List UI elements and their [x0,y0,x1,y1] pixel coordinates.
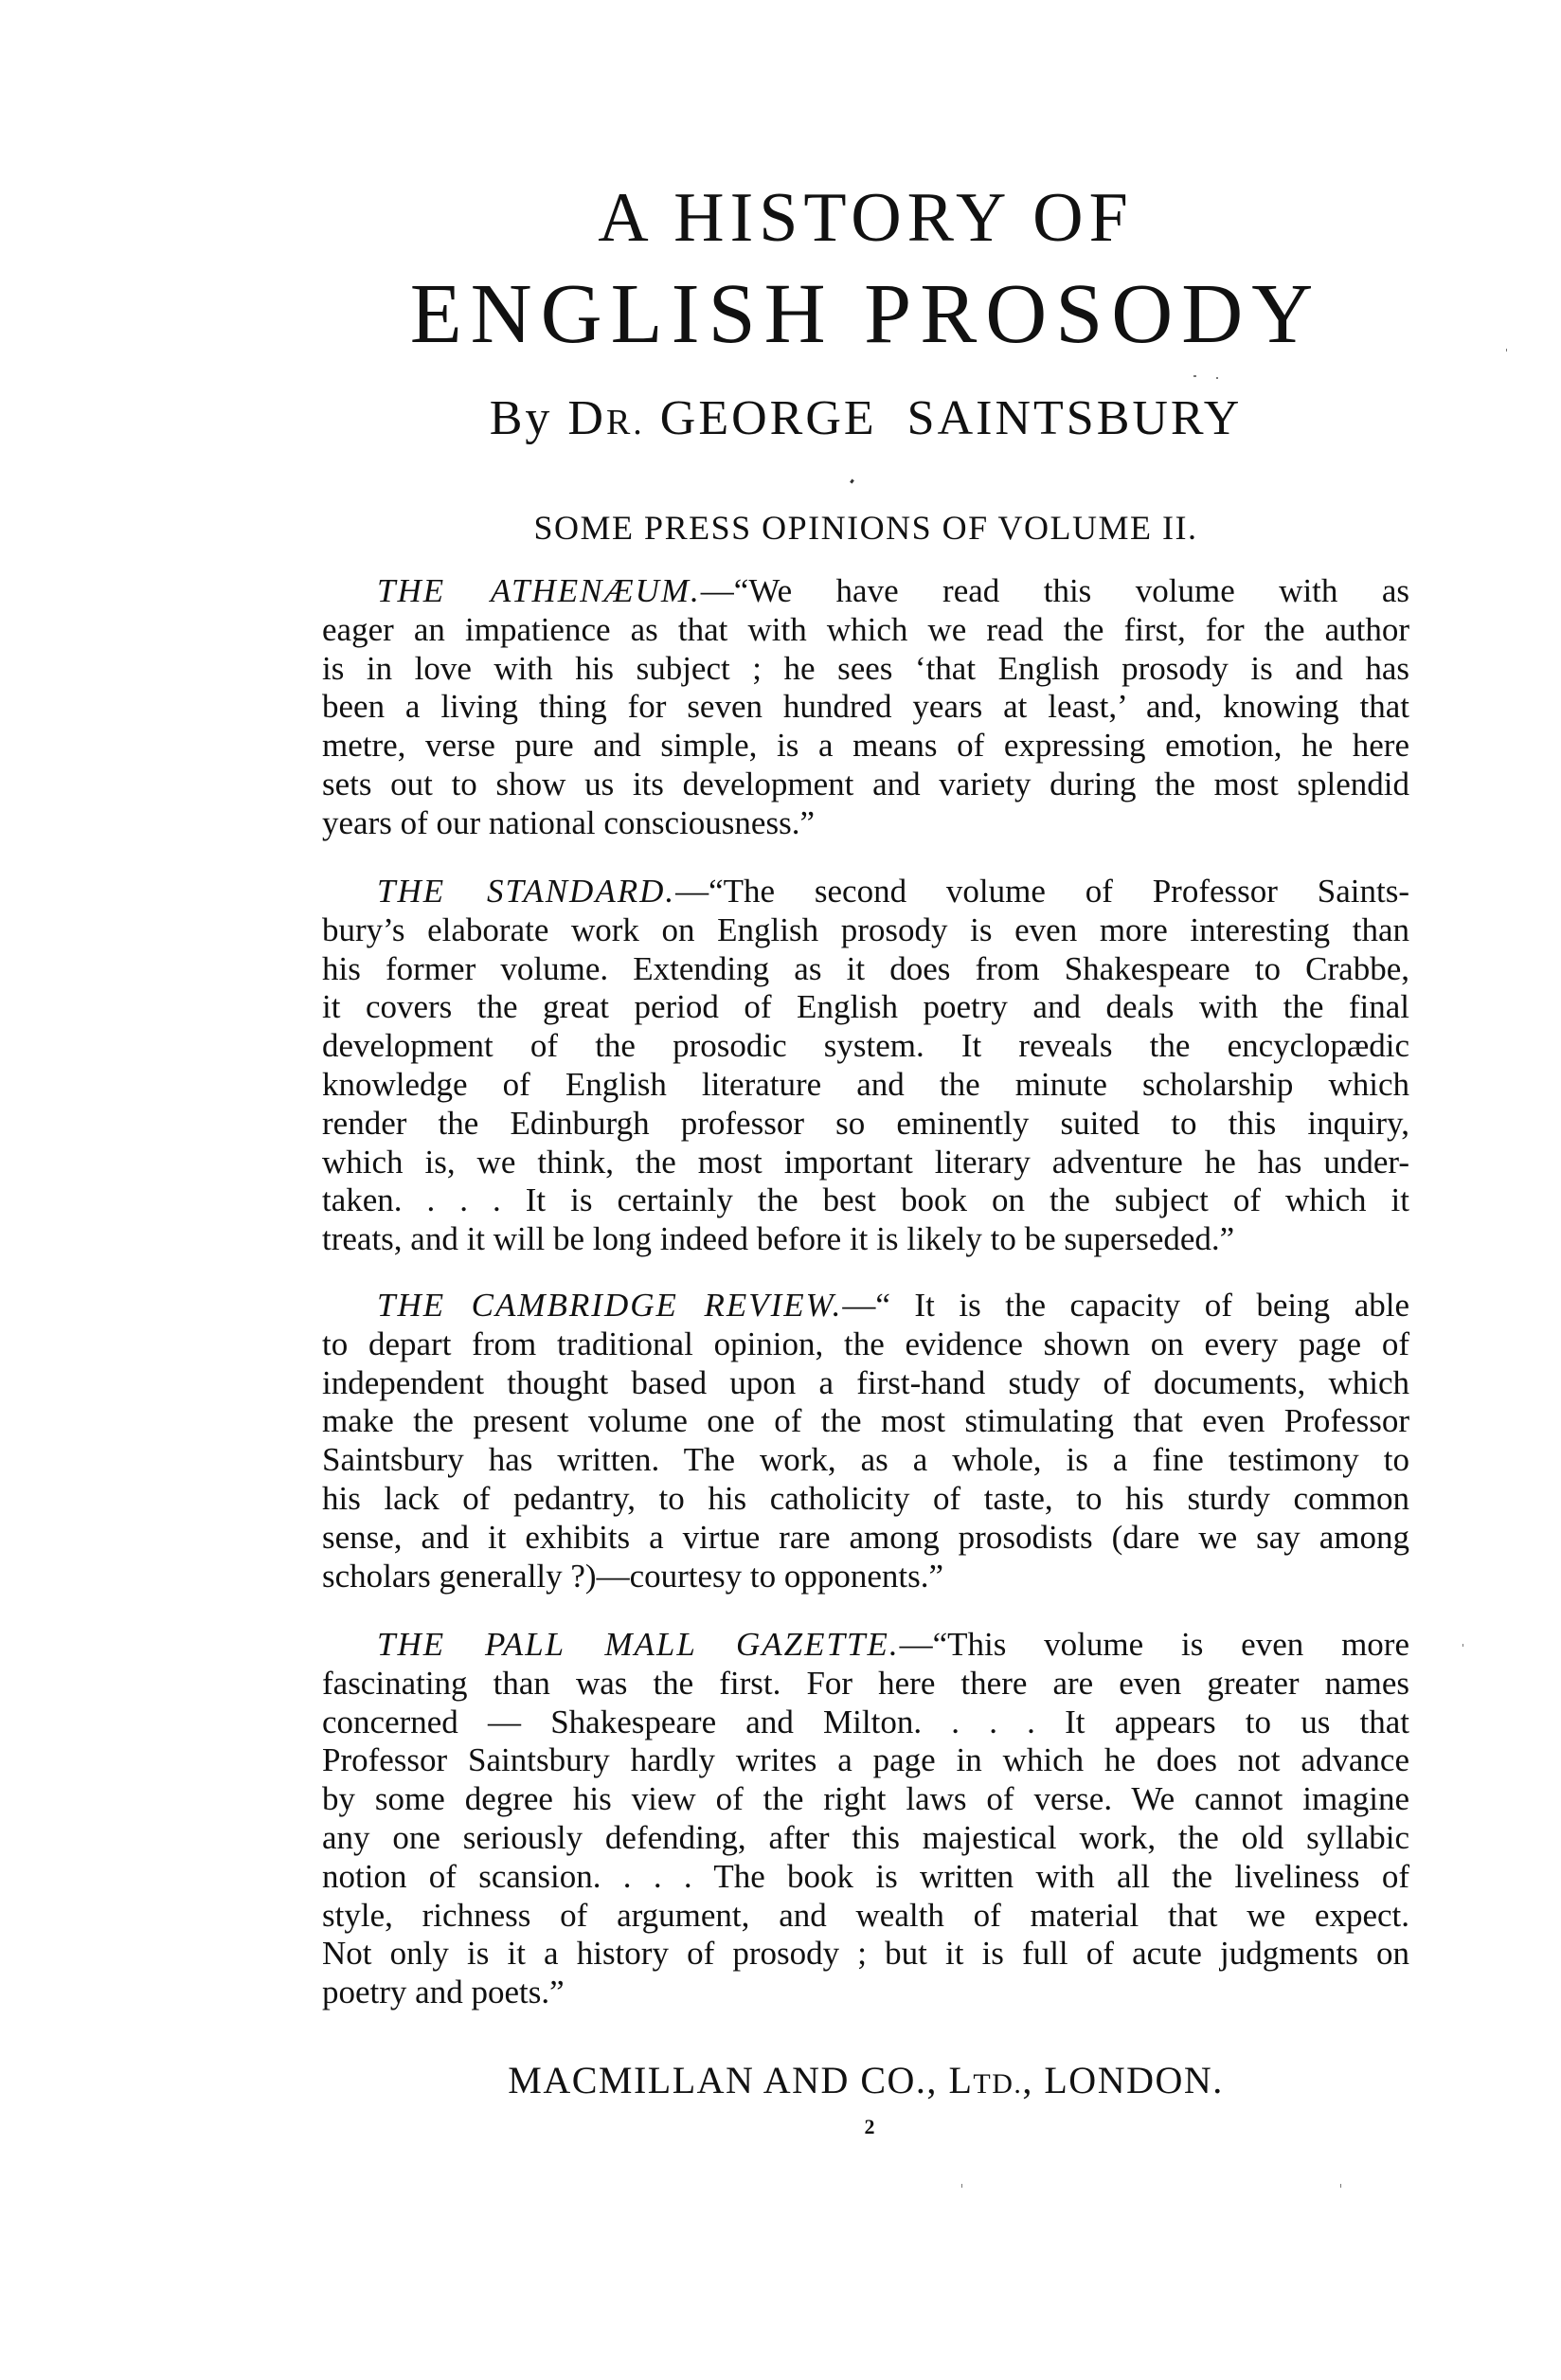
opinion-paragraph [322,572,1409,843]
byline-author-name: GEORGE SAINTSBURY [644,391,1243,445]
paragraph-line: sense, and it exhibits a virtue rare among prosodists (dare we say among [322,1518,1409,1556]
opinion-source: THE CAMBRIDGE REVIEW. [377,1287,843,1324]
opinion-source: THE PALL MALL GAZETTE. [377,1626,900,1663]
paragraph-line: notion of scansion. . . . The book is written with all the liveliness of [322,1857,1409,1895]
paragraph-line: any one seriously defending, after this majestical work, the old syllabic [322,1818,1409,1856]
scan-speck [1216,377,1218,379]
paragraph-line [322,1626,1409,1665]
byline-prefix: By [489,391,568,445]
opinion-source: THE STANDARD. [377,873,676,910]
paragraph-line: by some degree his view of the right laws of verse. We cannot imagine [322,1780,1409,1818]
paragraph-line: fascinating than was the first. For here there are even greater names [322,1664,1409,1702]
scan-speck [1340,2184,1341,2188]
page-number: 2 [864,2115,875,2138]
scan-speck [961,2184,962,2188]
publisher-ltd-rest: TD. [973,2068,1023,2100]
byline-dr-initial: D [567,391,606,445]
paragraph-line: render the Edinburgh professor so eminently suited to this inquiry, [322,1104,1409,1142]
opinion-standard [322,873,1409,1259]
paragraph-line: metre, verse pure and simple, is a means of expressing emotion, he here [322,727,1409,765]
paragraph-line: it covers the great period of English poetry and deals with the final [322,988,1409,1026]
paragraph-line: concerned — Shakespeare and Milton. . . . It appears to us that [322,1703,1409,1740]
opinion-cambridge-review [322,1287,1409,1596]
paragraph-line: style, richness of argument, and wealth of material that we expect. [322,1896,1409,1934]
quote-text: —“We have read this volume with as [700,572,1410,609]
title-line-2: ENGLISH PROSODY [409,267,1322,361]
scan-speck [1193,375,1196,377]
paragraph-line: his lack of pedantry, to his catholicity of taste, to his sturdy common [322,1479,1409,1517]
paragraph-line [322,1287,1409,1325]
paragraph-line: knowledge of English literature and the minute scholarship which [322,1065,1409,1103]
paragraph-line: development of the prosodic system. It reveals the encyclopædic [322,1027,1409,1065]
publisher-name: MACMILLAN AND CO., [508,2059,949,2101]
paragraph-line: Saintsbury has written. The work, as a whole, is a fine testimony to [322,1441,1409,1479]
paragraph-line: bury’s elaborate work on English prosody is even more interesting than [322,911,1409,948]
paragraph-line: eager an impatience as that with which we read the first, for the author [322,610,1409,648]
paragraph-line: his former volume. Extending as it does from Shakespeare to Crabbe, [322,949,1409,987]
paragraph-line [322,572,1409,611]
publisher-imprint [0,2058,1561,2107]
publisher-city: , LONDON. [1022,2059,1224,2101]
paragraph-line [322,873,1409,911]
author-byline [0,390,1561,451]
paragraph-line: treats, and it will be long indeed before it is likely to be superseded.” [322,1220,1235,1258]
section-subheading: SOME PRESS OPINIONS OF VOLUME II. [533,509,1198,547]
opinion-paragraph [322,873,1409,1259]
paragraph-line: taken. . . . It is certainly the best book on the subject of which it [322,1181,1409,1219]
quote-text: —“The second volume of Professor Saints- [675,873,1409,910]
paragraph-line: Professor Saintsbury hardly writes a page in which he does not advance [322,1741,1409,1779]
byline-dr-rest: R. [605,403,645,442]
scan-speck [1462,1644,1463,1647]
paragraph-line: Not only is it a history of prosody ; but it is full of acute judgments on [322,1935,1409,1973]
paragraph-line: is in love with his subject ; he sees ‘that English prosody is and has [322,649,1409,687]
opinion-athenaeum [322,572,1409,843]
opinion-paragraph [322,1626,1409,2012]
title-line-1: A HISTORY OF [598,179,1134,257]
paragraph-line: to depart from traditional opinion, the evidence shown on every page of [322,1325,1409,1362]
paragraph-line: independent thought based upon a first-hand study of documents, which [322,1363,1409,1401]
publisher-ltd-initial: L [948,2059,974,2101]
quote-text: —“This volume is even more [899,1626,1409,1663]
scan-speck [1506,349,1507,352]
paragraph-line: make the present volume one of the most stimulating that even Professor [322,1402,1409,1440]
paragraph-line: poetry and poets.” [322,1974,565,2011]
opinion-paragraph [322,1287,1409,1596]
paragraph-line: years of our national consciousness.” [322,803,815,841]
paragraph-line: sets out to show us its development and variety during the most splendid [322,765,1409,802]
paragraph-line: scholars generally ?)—courtesy to opponents.” [322,1557,944,1595]
paragraph-line: which is, we think, the most important literary adventure he has under- [322,1143,1409,1181]
opinion-source: THE ATHENÆUM. [377,572,701,609]
quote-text: —“ It is the capacity of being able [842,1287,1410,1324]
print-speck-mark [850,479,854,484]
opinion-pall-mall-gazette [322,1626,1409,2012]
paragraph-line: been a living thing for seven hundred years at least,’ and, knowing that [322,688,1409,726]
